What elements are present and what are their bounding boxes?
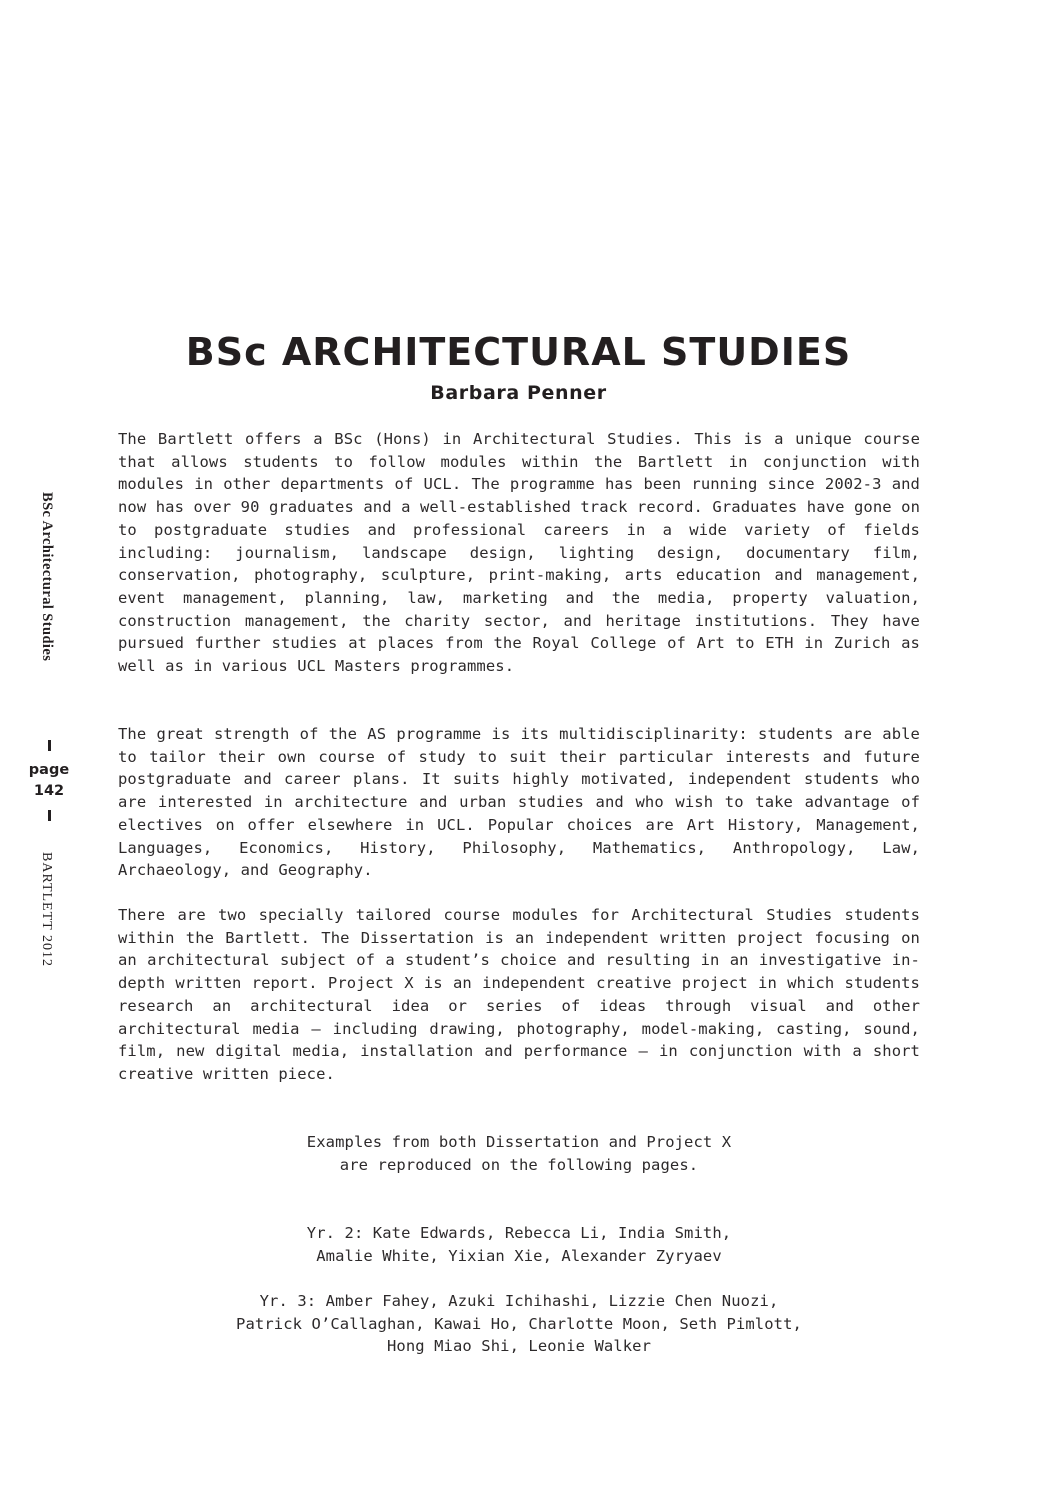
page-number: 142 bbox=[33, 783, 65, 799]
page-label: page bbox=[28, 762, 70, 778]
author-name: Barbara Penner bbox=[430, 382, 607, 404]
year2-line: Yr. 2: Kate Edwards, Rebecca Li, India Smith, bbox=[306, 1224, 732, 1242]
sidebar-publication: BARTLETT 2012 bbox=[39, 852, 54, 967]
sidebar-divider bbox=[48, 810, 51, 821]
year2-students bbox=[118, 1222, 920, 1267]
body-paragraph-2: The great strength of the AS programme is its multidisciplinarity: students are able to tailor their own course of study to suit their particular interests and future postgraduate and career plans. It suits highly motivated, independent students who are interested in architecture and urban studies and who wish to take advantage of electives on offer elsewhere in UCL. Popular choices are Art History, Management, Languages, Economics, History, Philosophy, Mathematics, Anthropology, Law, Archaeology, and Geography. bbox=[118, 725, 920, 880]
year3-line: Patrick O’Callaghan, Kawai Ho, Charlotte Moon, Seth Pimlott, bbox=[236, 1314, 802, 1333]
examples-note-line: are reproduced on the following pages. bbox=[339, 1155, 699, 1174]
examples-note-line: Examples from both Dissertation and Project X bbox=[306, 1133, 732, 1151]
year3-students bbox=[118, 1290, 920, 1358]
year3-line: Hong Miao Shi, Leonie Walker bbox=[386, 1337, 652, 1356]
page-title: BSc ARCHITECTURAL STUDIES bbox=[185, 330, 852, 374]
body-paragraph-3: There are two specially tailored course modules for Architectural Studies students within the Bartlett. The Dissertation is an independent written project focusing on an architectural subject of a student’s choice and resulting in an investigative in-depth written report. Project X is an independent creative project in which students research an architectural idea or series of ideas through visual and other architectural media – including drawing, photography, model-making, casting, sound, film, new digital media, installation and performance – in conjunction with a short creative written piece. bbox=[118, 906, 920, 1083]
year2-line: Amalie White, Yixian Xie, Alexander Zyryaev bbox=[316, 1246, 722, 1265]
examples-note bbox=[118, 1131, 920, 1176]
year3-line: Yr. 3: Amber Fahey, Azuki Ichihashi, Lizzie Chen Nuozi, bbox=[259, 1292, 779, 1310]
body-paragraph-1: The Bartlett offers a BSc (Hons) in Architectural Studies. This is a unique course that allows students to follow modules within the Bartlett in conjunction with modules in other departments of UCL. The programme has been running since 2002-3 and now has over 90 graduates and a well-established track record. Graduates have gone on to postgraduate studies and professional careers in a wide variety of fields including: journalism, landscape design, lighting design, documentary film, conservation, photography, sculpture, print-making, arts education and management, event management, planning, law, marketing and the media, property valuation, construction management, the charity sector, and heritage institutions. They have pursued further studies at places from the Royal College of Art to ETH in Zurich as well as in various UCL Masters programmes. bbox=[118, 430, 920, 676]
sidebar-divider bbox=[48, 740, 51, 751]
sidebar-section-title: BSc Architectural Studies bbox=[39, 492, 55, 662]
